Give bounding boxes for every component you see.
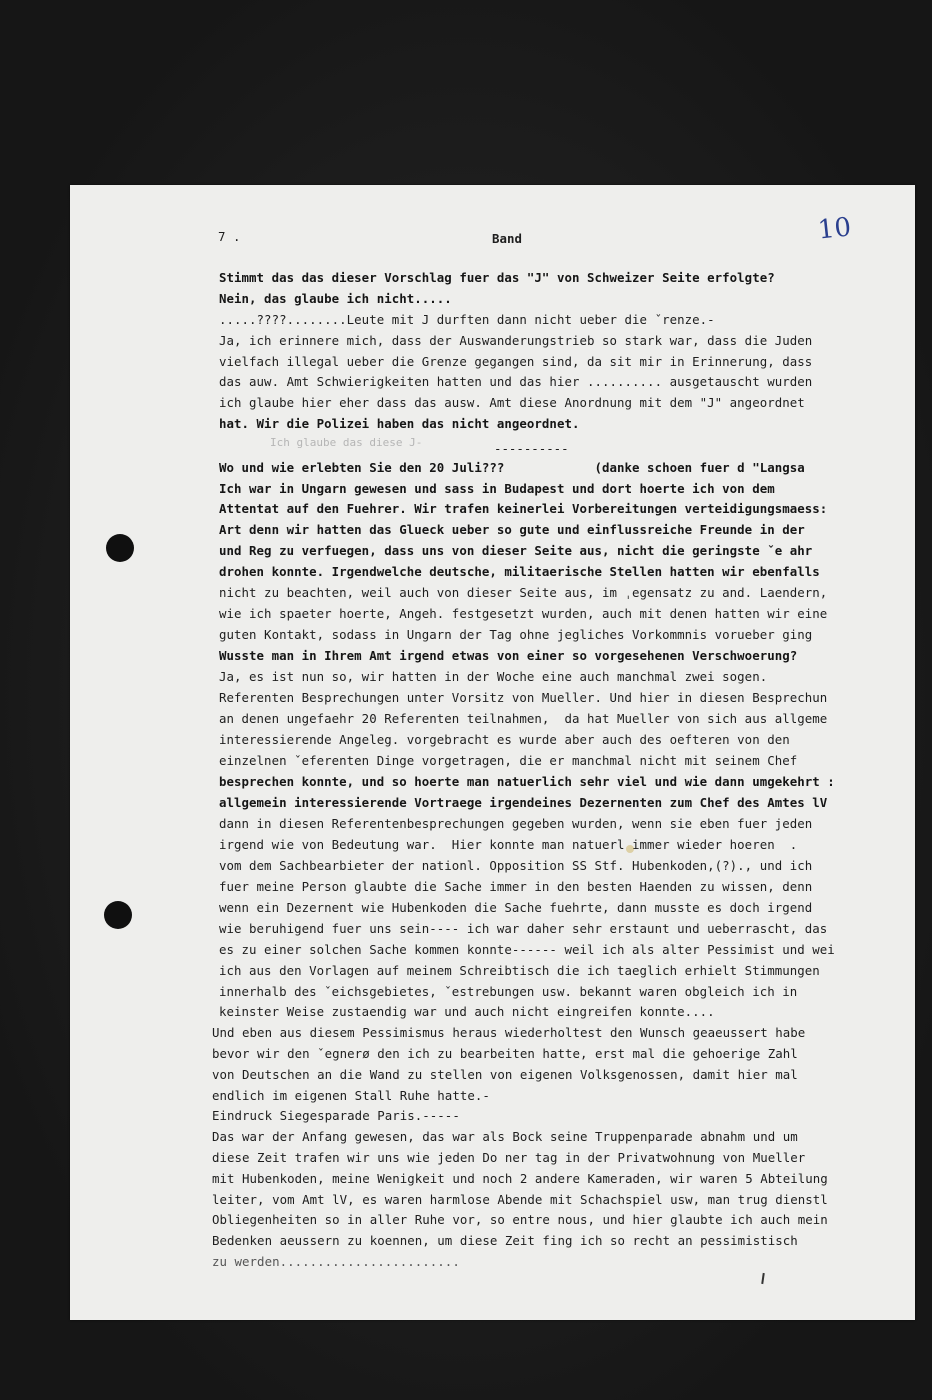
text-line: hat. Wir die Polizei haben das nicht angeordnet. — [219, 416, 580, 431]
text-line: innerhalb des ˇeichsgebietes, ˇestrebungen usw. bekannt waren obgleich ich in — [219, 984, 798, 999]
text-line: es zu einer solchen Sache kommen konnte------ weil ich als alter Pessimist und wei — [219, 942, 835, 957]
text-line: bevor wir den ˇegnerø den ich zu bearbeiten hatte, erst mal die gehoerige Zahl — [212, 1046, 798, 1061]
text-line: an denen ungefaehr 20 Referenten teilnahmen, da hat Mueller von sich aus allgeme — [219, 711, 828, 726]
text-line: vielfach illegal ueber die Grenze gegangen sind, da sit mir in Erinnerung, dass — [219, 354, 813, 369]
text-line: einzelnen ˇeferenten Dinge vorgetragen, die er manchmal nicht mit seinem Chef — [219, 753, 798, 768]
text-line: Obliegenheiten so in aller Ruhe vor, so entre nous, und hier glaubte ich auch mein — [212, 1212, 828, 1227]
text-line: Ja, ich erinnere mich, dass der Auswanderungstrieb so stark war, dass die Juden — [219, 333, 813, 348]
text-line: Art denn wir hatten das Glueck ueber so gute und einflussreiche Freunde in der — [219, 522, 805, 537]
text-line: Wusste man in Ihrem Amt irgend etwas von einer so vorgesehenen Verschwoerung? — [219, 648, 798, 663]
text-line: Wo und wie erlebten Sie den 20 Juli??? (danke schoen fuer d "Langsa — [219, 460, 805, 475]
text-line: wie beruhigend fuer uns sein---- ich war daher sehr erstaunt und ueberrascht, das — [219, 921, 828, 936]
text-line: Ja, es ist nun so, wir hatten in der Woche eine auch manchmal zwei sogen. — [219, 669, 768, 684]
text-line: Das war der Anfang gewesen, das war als Bock seine Truppenparade abnahm und um — [212, 1129, 798, 1144]
text-line: endlich im eigenen Stall Ruhe hatte.- — [212, 1088, 490, 1103]
text-line: Und eben aus diesem Pessimismus heraus wiederholtest den Wunsch geaeussert habe — [212, 1025, 806, 1040]
text-line: guten Kontakt, sodass in Ungarn der Tag ohne jegliches Vorkommnis vorueber ging — [219, 627, 813, 642]
punch-hole — [104, 901, 132, 929]
text-line: besprechen konnte, und so hoerte man natuerlich sehr viel und wie dann umgekehrt : — [219, 774, 835, 789]
text-line: Stimmt das das dieser Vorschlag fuer das "J" von Schweizer Seite erfolgte? — [219, 270, 775, 285]
text-line: Referenten Besprechungen unter Vorsitz von Mueller. Und hier in diesen Besprechun — [219, 690, 828, 705]
header-label: Band — [492, 231, 523, 246]
handwritten-sheet-number: 10 — [816, 212, 853, 246]
text-line: ich glaube hier eher dass das ausw. Amt diese Anordnung mit dem "J" angeordnet — [219, 395, 805, 410]
text-line: irgend wie von Bedeutung war. Hier konnte man natuerl immer wieder hoeren . — [219, 837, 798, 852]
text-line: dann in diesen Referentenbesprechungen gegeben wurden, wenn sie eben fuer jeden — [219, 816, 813, 831]
text-line: wie ich spaeter hoerte, Angeh. festgesetzt wurden, auch mit denen hatten wir eine — [219, 606, 828, 621]
text-line: nicht zu beachten, weil auch von dieser Seite aus, im ˌegensatz zu and. Laendern, — [219, 585, 828, 600]
text-line: diese Zeit trafen wir uns wie jeden Do ner tag in der Privatwohnung von Mueller — [212, 1150, 806, 1165]
text-line: Nein, das glaube ich nicht..... — [219, 291, 452, 306]
punch-hole — [106, 534, 134, 562]
text-line: .....????........Leute mit J durften dann nicht ueber die ˇrenze.- — [219, 312, 715, 327]
text-line: vom dem Sachbearbieter der nationl. Opposition SS Stf. Hubenkoden,(?)., und ich — [219, 858, 813, 873]
separator-line: ---------- — [494, 441, 569, 456]
text-line: wenn ein Dezernent wie Hubenkoden die Sache fuehrte, dann musste es doch irgend — [219, 900, 813, 915]
text-line: ich aus den Vorlagen auf meinem Schreibtisch die ich taeglich erhielt Stimmungen — [219, 963, 820, 978]
text-line: Eindruck Siegesparade Paris.----- — [212, 1108, 460, 1123]
text-line: allgemein interessierende Vortraege irgendeines Dezernenten zum Chef des Amtes lV — [219, 795, 828, 810]
text-line: von Deutschen an die Wand zu stellen von eigenen Volksgenossen, damit hier mal — [212, 1067, 798, 1082]
text-line: Bedenken aeussern zu koennen, um diese Zeit fing ich so recht an pessimistisch — [212, 1233, 798, 1248]
text-line: leiter, vom Amt lV, es waren harmlose Abende mit Schachspiel usw, man trug dienstl — [212, 1192, 828, 1207]
text-line: fuer meine Person glaubte die Sache immer in den besten Haenden zu wissen, denn — [219, 879, 813, 894]
text-line: mit Hubenkoden, meine Wenigkeit und noch 2 andere Kameraden, wir waren 5 Abteilung — [212, 1171, 828, 1186]
text-line: Attentat auf den Fuehrer. Wir trafen keinerlei Vorbereitungen verteidigungsmaess: — [219, 501, 828, 516]
faint-overstrike-text: Ich glaube das diese J- — [270, 436, 423, 449]
text-line: zu werden........................ — [212, 1254, 460, 1269]
text-line: interessierende Angeleg. vorgebracht es wurde aber auch des oefteren von den — [219, 732, 790, 747]
text-line: drohen konnte. Irgendwelche deutsche, militaerische Stellen hatten wir ebenfalls — [219, 564, 820, 579]
text-line: das auw. Amt Schwierigkeiten hatten und das hier .......... ausgetauscht wurden — [219, 374, 813, 389]
text-line: Ich war in Ungarn gewesen und sass in Budapest und dort hoerte ich von dem — [219, 481, 775, 496]
text-line: keinster Weise zustaendig war und auch nicht eingreifen konnte.... — [219, 1004, 715, 1019]
page-number: 7 . — [218, 229, 241, 244]
paper-stain — [626, 845, 634, 853]
text-line: und Reg zu verfuegen, dass uns von dieser Seite aus, nicht die geringste ˇe ahr — [219, 543, 813, 558]
